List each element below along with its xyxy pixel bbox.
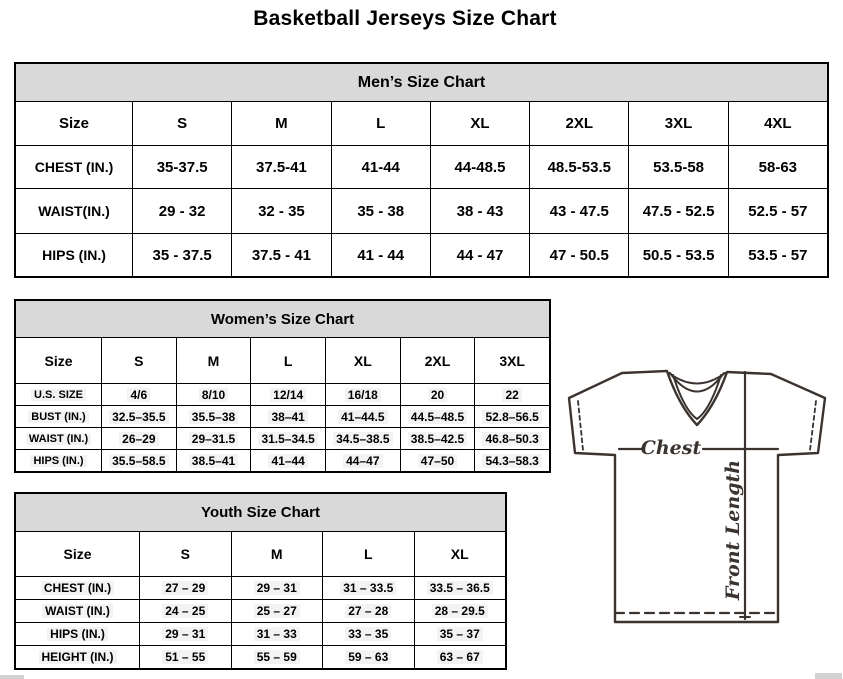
value-cell: 37.5 - 41	[231, 234, 330, 276]
value-cell: 20	[400, 384, 475, 405]
col-header: S	[101, 338, 176, 383]
table-row	[16, 622, 505, 645]
value-cell: 47 - 50.5	[529, 234, 628, 276]
col-header: S	[132, 102, 231, 145]
value-cell: 53.5-58	[628, 146, 727, 188]
col-header: L	[322, 532, 414, 576]
value-cell: 44.5–48.5	[400, 406, 475, 427]
col-header: XL	[414, 532, 506, 576]
value-cell: 51 – 55	[139, 646, 231, 668]
table-row	[16, 449, 549, 471]
page-title: Basketball Jerseys Size Chart	[253, 7, 557, 30]
row-label: CHEST (IN.)	[34, 159, 114, 175]
col-header: 2XL	[400, 338, 475, 383]
value-cell: 16/18	[325, 384, 400, 405]
value-cell: 63 – 67	[414, 646, 506, 668]
mens-size-table	[14, 62, 829, 278]
col-header: XL	[325, 338, 400, 383]
womens-table-title: Women’s Size Chart	[16, 301, 549, 338]
value-cell: 31 – 33.5	[322, 577, 414, 599]
col-header: S	[139, 532, 231, 576]
value-cell: 35 - 38	[331, 189, 430, 233]
col-header: 4XL	[728, 102, 827, 145]
row-label: WAIST (IN.)	[16, 428, 101, 449]
value-cell: 32.5–35.5	[101, 406, 176, 427]
value-cell: 31.5–34.5	[250, 428, 325, 449]
row-label: BUST (IN.)	[16, 406, 101, 427]
row-label: HEIGHT (IN.)	[16, 646, 139, 668]
value-cell: 29 – 31	[139, 623, 231, 645]
table-row	[16, 645, 505, 668]
table-row	[16, 383, 549, 405]
scrollbar-right-nub[interactable]	[815, 673, 842, 679]
value-cell: 31 – 33	[231, 623, 323, 645]
value-cell: 52.5 - 57	[728, 189, 827, 233]
value-cell: 48.5-53.5	[529, 146, 628, 188]
jersey-diagram	[557, 358, 838, 628]
value-cell: 29 – 31	[231, 577, 323, 599]
table-row	[16, 576, 505, 599]
value-cell: 35.5–38	[176, 406, 251, 427]
col-header: Size	[63, 546, 92, 562]
value-cell: 29 - 32	[132, 189, 231, 233]
value-cell: 52.8–56.5	[474, 406, 549, 427]
value-cell: 44–47	[325, 450, 400, 471]
value-cell: 35-37.5	[132, 146, 231, 188]
value-cell: 59 – 63	[322, 646, 414, 668]
table-row	[16, 405, 549, 427]
value-cell: 29–31.5	[176, 428, 251, 449]
col-header: 3XL	[628, 102, 727, 145]
value-cell: 8/10	[176, 384, 251, 405]
value-cell: 58-63	[728, 146, 827, 188]
chest-measure-label: Chest	[640, 437, 702, 459]
value-cell: 27 – 29	[139, 577, 231, 599]
value-cell: 33 – 35	[322, 623, 414, 645]
value-cell: 44 - 47	[430, 234, 529, 276]
value-cell: 27 – 28	[322, 600, 414, 622]
value-cell: 47–50	[400, 450, 475, 471]
youth-table-title: Youth Size Chart	[16, 494, 505, 532]
value-cell: 34.5–38.5	[325, 428, 400, 449]
col-header: Size	[58, 115, 89, 132]
value-cell: 35 – 37	[414, 623, 506, 645]
row-label: HIPS (IN.)	[42, 247, 106, 263]
table-row	[16, 599, 505, 622]
value-cell: 28 – 29.5	[414, 600, 506, 622]
value-cell: 22	[474, 384, 549, 405]
value-cell: 25 – 27	[231, 600, 323, 622]
value-cell: 55 – 59	[231, 646, 323, 668]
col-header: M	[231, 532, 323, 576]
youth-header-row	[16, 532, 505, 576]
value-cell: 35.5–58.5	[101, 450, 176, 471]
value-cell: 50.5 - 53.5	[628, 234, 727, 276]
jersey-outline	[569, 371, 825, 622]
col-header: L	[250, 338, 325, 383]
col-header: Size	[44, 352, 73, 369]
mens-table-title: Men’s Size Chart	[16, 64, 827, 102]
value-cell: 43 - 47.5	[529, 189, 628, 233]
value-cell: 41–44.5	[325, 406, 400, 427]
value-cell: 24 – 25	[139, 600, 231, 622]
value-cell: 41-44	[331, 146, 430, 188]
value-cell: 12/14	[250, 384, 325, 405]
col-header: M	[231, 102, 330, 145]
col-header: 2XL	[529, 102, 628, 145]
col-header: 3XL	[474, 338, 549, 383]
row-label: U.S. SIZE	[16, 384, 101, 405]
mens-header-row	[16, 102, 827, 145]
value-cell: 46.8–50.3	[474, 428, 549, 449]
table-row	[16, 145, 827, 188]
value-cell: 32 - 35	[231, 189, 330, 233]
womens-size-table	[14, 299, 551, 473]
value-cell: 54.3–58.3	[474, 450, 549, 471]
row-label: HIPS (IN.)	[16, 623, 139, 645]
value-cell: 44-48.5	[430, 146, 529, 188]
row-label: HIPS (IN.)	[16, 450, 101, 471]
youth-size-table	[14, 492, 507, 670]
value-cell: 38.5–42.5	[400, 428, 475, 449]
value-cell: 37.5-41	[231, 146, 330, 188]
value-cell: 38–41	[250, 406, 325, 427]
value-cell: 38.5–41	[176, 450, 251, 471]
front-length-measure-label: Front Length	[722, 459, 744, 601]
col-header: M	[176, 338, 251, 383]
value-cell: 41–44	[250, 450, 325, 471]
value-cell: 38 - 43	[430, 189, 529, 233]
table-row	[16, 233, 827, 276]
value-cell: 4/6	[101, 384, 176, 405]
col-header: XL	[430, 102, 529, 145]
value-cell: 41 - 44	[331, 234, 430, 276]
value-cell: 35 - 37.5	[132, 234, 231, 276]
table-row	[16, 427, 549, 449]
col-header: L	[331, 102, 430, 145]
value-cell: 47.5 - 52.5	[628, 189, 727, 233]
value-cell: 26–29	[101, 428, 176, 449]
row-label: WAIST (IN.)	[16, 600, 139, 622]
row-label: WAIST(IN.)	[38, 203, 110, 219]
row-label: CHEST (IN.)	[16, 577, 139, 599]
value-cell: 33.5 – 36.5	[414, 577, 506, 599]
scrollbar-left-nub[interactable]	[0, 675, 24, 679]
table-row	[16, 188, 827, 233]
value-cell: 53.5 - 57	[728, 234, 827, 276]
womens-header-row	[16, 338, 549, 383]
